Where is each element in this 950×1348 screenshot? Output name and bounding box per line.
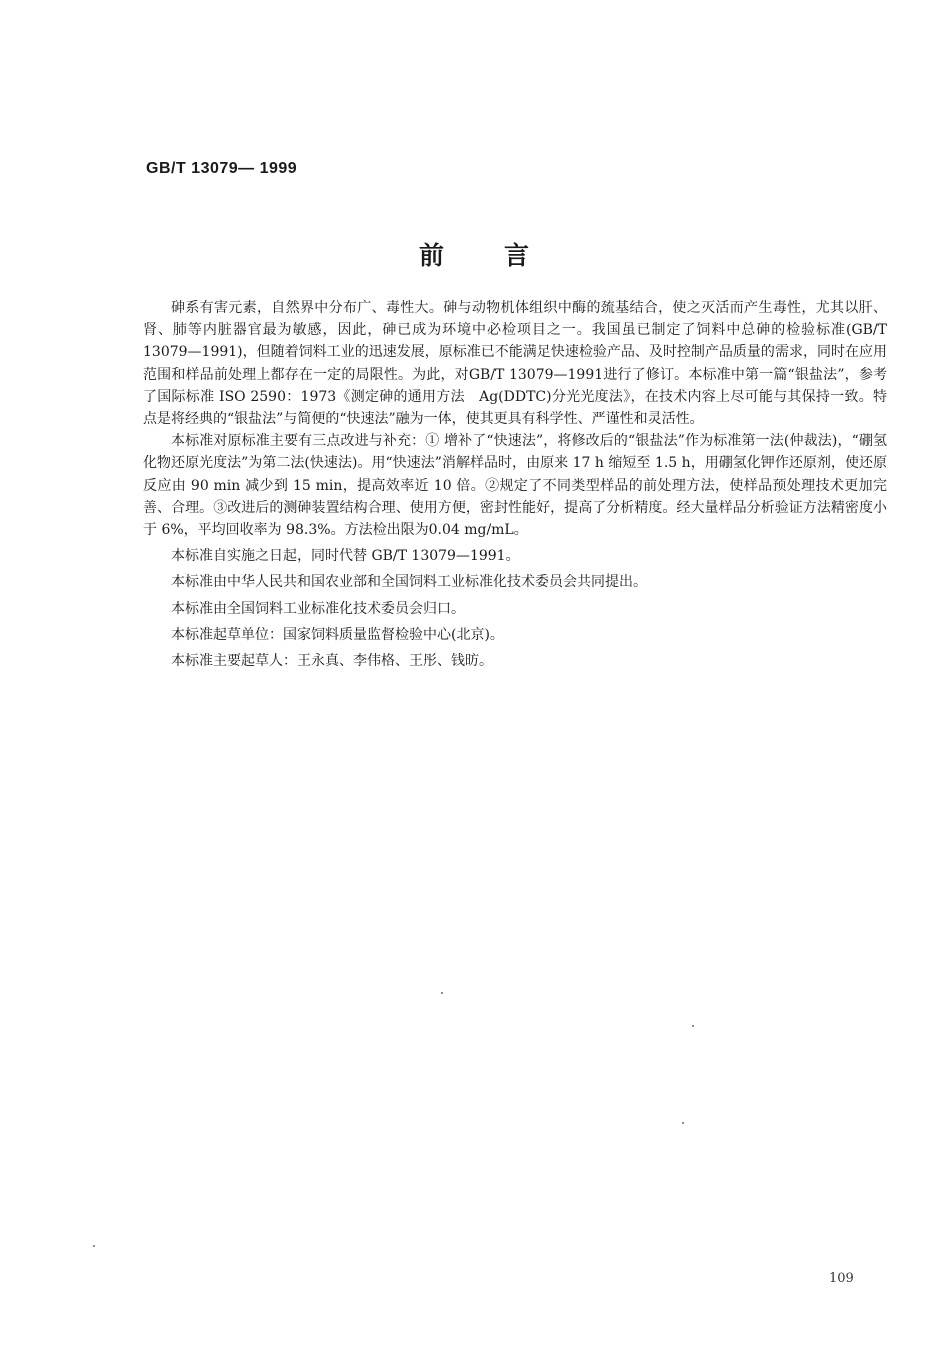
paragraph-improvements: 本标准对原标准主要有三点改进与补充：① 增补了“快速法”，将修改后的“银盐法”作为标准第一法(仲裁法)，“硼氢化物还原光度法”为第二法(快速法)。用“快速法”消解样品时，由原来 17 h 缩短至 1.5 h，用硼氢化钾作还原剂，使还原反应由 90 min 减少到 15 min，提高效率近 10 倍。②规定了不同类型样品的前处理方法，使样品预处理技术更加完善、合理。③改进后的测砷装置结构合理、使用方便，密封性能好，提高了分析精度。经大量样品分析验证方法精密度小于 6%，平均回收率为 98.3%。方法检出限为0.04 mg/mL。 <box>143 433 887 539</box>
standard-number: GB/T 13079— 1999 <box>146 160 298 177</box>
statement-drafters: 本标准主要起草人：王永真、李伟格、王彤、钱昉。 <box>171 653 493 670</box>
scan-speck <box>93 1245 95 1247</box>
scan-speck <box>441 992 443 994</box>
statement-centralized-by: 本标准由全国饲料工业标准化技术委员会归口。 <box>171 600 465 617</box>
paragraph-background: 砷系有害元素，自然界中分布广、毒性大。砷与动物机体组织中酶的巯基结合，使之灭活而产生毒性，尤其以肝、肾、肺等内脏器官最为敏感，因此，砷已成为环境中必检项目之一。我国虽已制定了饲料中总砷的检验标准(GB/T 13079—1991)，但随着饲料工业的迅速发展，原标准已不能满足快速检验产品、及时控制产品质量的需求，同时在应用范围和样品前处理上都存在一定的局限性。为此，对GB/T 13079—1991进行了修订。本标准中第一篇“银盐法”，参考了国际标准 ISO 2590：1973《测定砷的通用方法 Ag(DDTC)分光光度法》，在技术内容上尽可能与其保持一致。特点是将经典的“银盐法”与简便的“快速法”融为一体，使其更具有科学性、严谨性和灵活性。 <box>143 300 887 428</box>
statement-drafting-unit: 本标准起草单位：国家饲料质量监督检验中心(北京)。 <box>171 626 504 643</box>
statement-replaces: 本标准自实施之日起，同时代替 GB/T 13079—1991。 <box>171 548 520 565</box>
statement-proposed-by: 本标准由中华人民共和国农业部和全国饲料工业标准化技术委员会共同提出。 <box>171 574 647 591</box>
scan-speck <box>692 1025 694 1027</box>
title-char-2: 言 <box>504 241 532 270</box>
foreword-body <box>143 297 887 672</box>
page-number: 109 <box>829 1271 854 1286</box>
title-char-1: 前 <box>418 241 446 270</box>
page-title <box>0 236 950 272</box>
scan-speck <box>682 1122 684 1124</box>
